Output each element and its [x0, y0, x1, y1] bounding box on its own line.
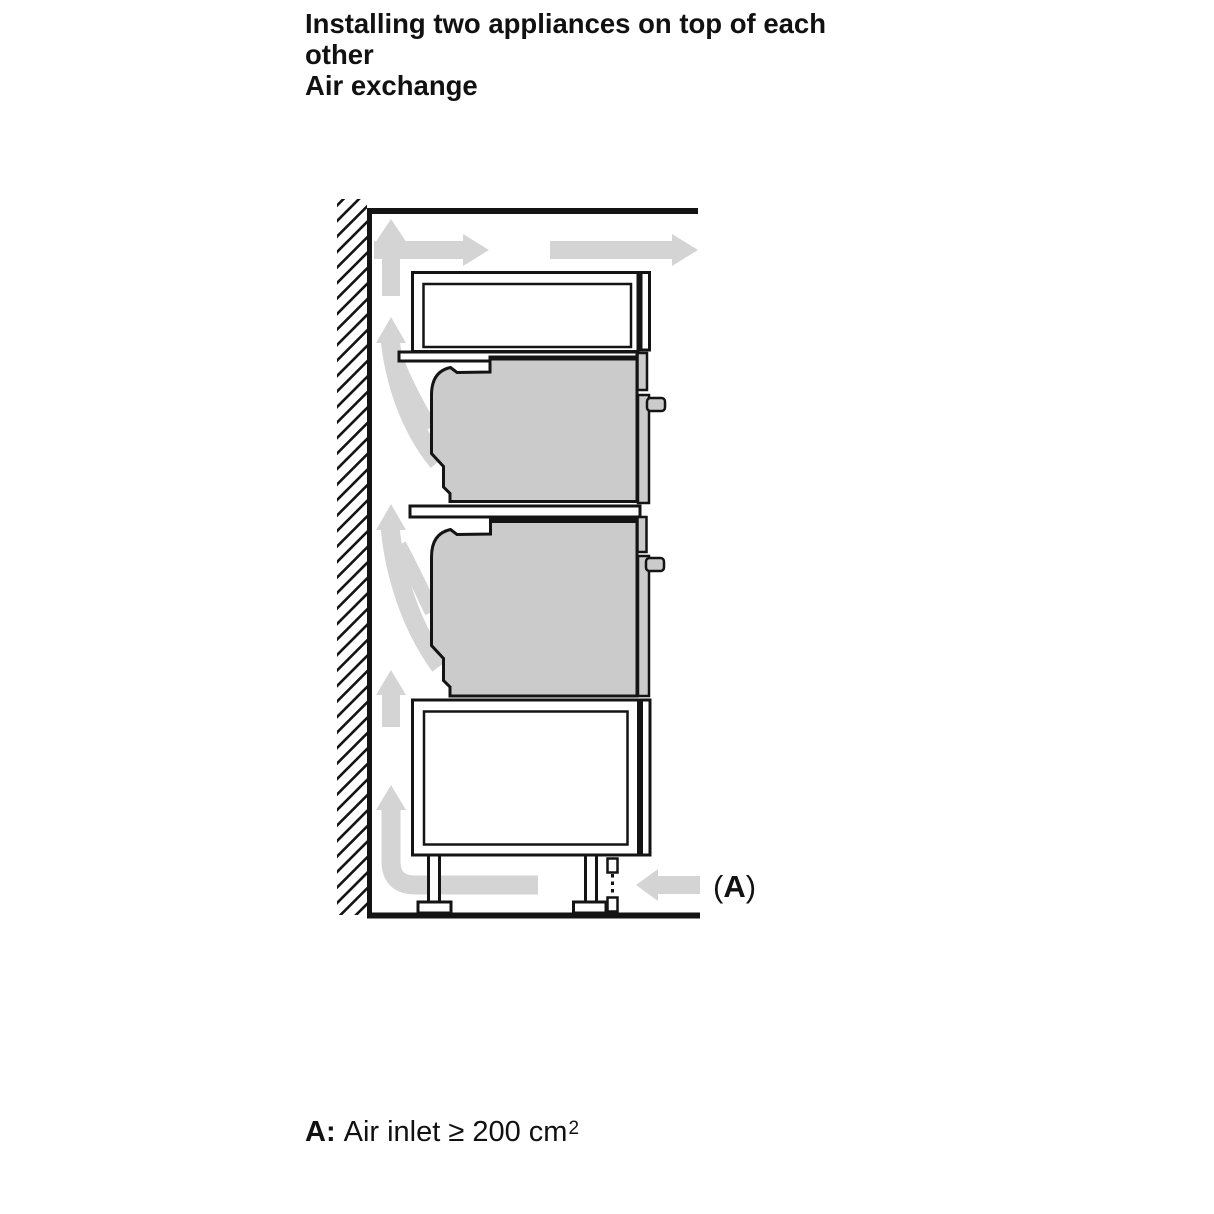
upper-appliance-door	[638, 395, 649, 503]
lower-appliance	[432, 517, 665, 696]
upper-appliance-body	[432, 357, 638, 502]
wall-hatching	[337, 199, 367, 915]
cabinet-leg-right	[586, 855, 597, 902]
title-line-1: Installing two appliances on top of each	[305, 8, 827, 39]
cabinet-foot-left	[418, 902, 451, 913]
base-cabinet-front-strip	[642, 700, 651, 855]
legend-text: Air inlet ≥ 200 cm	[343, 1116, 568, 1148]
title-line-2: other	[305, 39, 374, 70]
legend-superscript: 2	[568, 1118, 580, 1139]
air-inlet-arrow	[636, 869, 700, 901]
legend-caption	[305, 1112, 1005, 1149]
lower-appliance-control-panel	[638, 517, 647, 552]
lower-appliance-body	[432, 520, 638, 697]
air-inlet-marker	[608, 859, 618, 912]
cabinet-foot-right	[574, 902, 607, 913]
lower-appliance-door	[638, 556, 649, 696]
intermediate-shelf	[410, 506, 640, 517]
title-line-3: Air exchange	[305, 70, 478, 101]
top-cabinet	[399, 273, 650, 362]
upper-appliance-control-panel	[638, 353, 648, 390]
upper-appliance-handle	[647, 398, 665, 411]
legend-key: A:	[305, 1116, 336, 1148]
airflow-up-arrow-base	[376, 670, 406, 727]
airflow-right-arrow-outer	[550, 234, 698, 266]
lower-appliance-handle	[646, 558, 664, 571]
air-inlet-label: (A)	[713, 869, 757, 904]
cabinet-leg-left	[429, 855, 440, 902]
top-cabinet-front-strip	[641, 273, 650, 351]
upper-appliance	[432, 353, 666, 503]
